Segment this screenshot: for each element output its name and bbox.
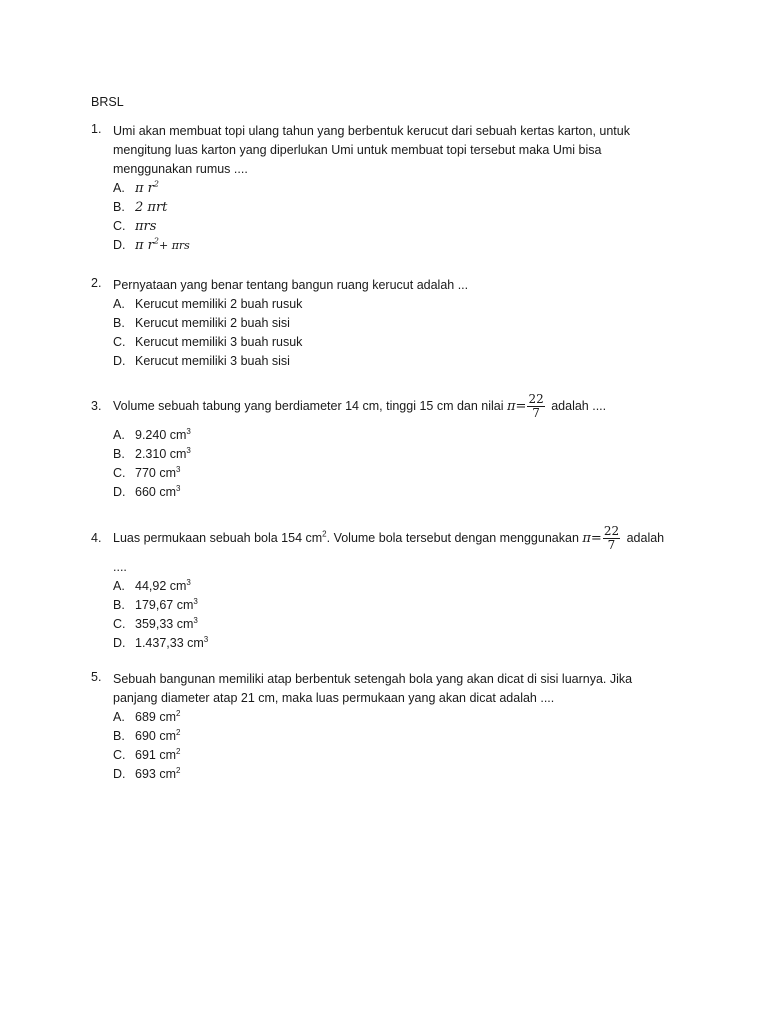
- option-text: 44,92 $cm^3$: [135, 577, 191, 593]
- option-c: [113, 615, 691, 634]
- option-b: [113, 445, 681, 464]
- question-number: 2.: [91, 276, 102, 290]
- option-formula: π $r^2+ \pi rs$: [135, 236, 190, 253]
- option-letter: A.: [113, 710, 125, 724]
- option-text: Kerucut memiliki 3 buah sisi: [135, 354, 290, 368]
- option-b: [113, 596, 691, 615]
- question-text-continuation: ....: [113, 560, 127, 574]
- option-letter: B.: [113, 200, 125, 214]
- option-b: [113, 727, 646, 746]
- option-text: Kerucut memiliki 2 buah rusuk: [135, 297, 303, 311]
- option-text: 660 $cm^3$: [135, 483, 181, 499]
- option-a: [113, 295, 681, 314]
- option-letter: C.: [113, 219, 126, 233]
- option-letter: D.: [113, 354, 126, 368]
- option-text: 693 $cm^2$: [135, 765, 181, 781]
- option-text: 1.437,33 $cm^3$: [135, 634, 209, 650]
- option-b: [113, 198, 681, 217]
- question-number: 3.: [91, 399, 102, 413]
- option-letter: D.: [113, 485, 126, 499]
- option-letter: A.: [113, 428, 125, 442]
- option-list: [113, 295, 681, 371]
- option-text: 689 $cm^2$: [135, 708, 181, 724]
- option-letter: D.: [113, 767, 126, 781]
- question-number: 5.: [91, 670, 102, 684]
- question-2: [91, 276, 681, 371]
- option-c: [113, 333, 681, 352]
- option-d: [113, 634, 691, 653]
- option-letter: B.: [113, 729, 125, 743]
- option-letter: C.: [113, 335, 126, 349]
- option-text: 179,67 $cm^3$: [135, 596, 198, 612]
- option-list: [113, 426, 681, 502]
- option-letter: B.: [113, 447, 125, 461]
- option-a: [113, 708, 646, 727]
- option-letter: A.: [113, 181, 125, 195]
- option-d: [113, 765, 646, 784]
- option-c: [113, 217, 681, 236]
- pi-symbol: π=: [582, 530, 602, 546]
- option-letter: B.: [113, 598, 125, 612]
- document-header: BRSL: [91, 95, 124, 109]
- option-text: 9.240 $cm^3$: [135, 426, 191, 442]
- fraction-22-7: $\frac{22}{7}$: [528, 391, 544, 420]
- option-letter: B.: [113, 316, 125, 330]
- option-list: [113, 179, 681, 255]
- option-letter: A.: [113, 297, 125, 311]
- question-3: [91, 388, 681, 502]
- option-letter: C.: [113, 748, 126, 762]
- option-list: [113, 708, 646, 784]
- fraction-22-7: $\frac{22}{7}$: [603, 523, 620, 552]
- option-letter: C.: [113, 466, 126, 480]
- option-text: Kerucut memiliki 3 buah rusuk: [135, 335, 303, 349]
- option-letter: D.: [113, 636, 126, 650]
- option-letter: A.: [113, 579, 125, 593]
- option-text: 359,33 $cm^3$: [135, 615, 198, 631]
- option-formula: π $r^2$: [135, 179, 159, 196]
- question-text: Volume sebuah tabung yang berdiameter 14 cm, tinggi 15 cm dan nilai π= $\frac{22}{7}$ adalah ....: [113, 391, 607, 420]
- option-text: 690 $cm^2$: [135, 727, 181, 743]
- option-c: [113, 464, 681, 483]
- option-text: 770 $cm^3$: [135, 464, 181, 480]
- option-formula: 2 πrt: [135, 200, 168, 215]
- option-a: [113, 426, 681, 445]
- question-text: Umi akan membuat topi ulang tahun yang berbentuk kerucut dari sebuah kertas karton, untuk mengitung luas karton yang diperlukan Umi untuk membuat topi tersebut maka Umi bisa menggunakan rumus ....: [113, 124, 630, 176]
- question-1: [91, 122, 681, 255]
- option-letter: C.: [113, 617, 126, 631]
- question-text: Luas permukaan sebuah bola 154 $cm^2$. Volume bola tersebut dengan menggunakan π= $\frac{22}{7}$ adalah: [113, 523, 665, 552]
- question-number: 4.: [91, 531, 102, 545]
- pi-symbol: π=: [507, 398, 527, 414]
- option-c: [113, 746, 646, 765]
- option-text: 2.310 $cm^3$: [135, 445, 191, 461]
- option-b: [113, 314, 681, 333]
- option-text: 691 $cm^2$: [135, 746, 181, 762]
- question-5: [91, 670, 646, 784]
- option-d: [113, 236, 681, 255]
- question-text: Sebuah bangunan memiliki atap berbentuk setengah bola yang akan dicat di sisi luarnya. Jika panjang diameter atap 21 cm, maka luas permukaan yang akan dicat adalah ....: [113, 672, 633, 705]
- option-d: [113, 352, 681, 371]
- option-d: [113, 483, 681, 502]
- question-4: [91, 520, 691, 653]
- option-list: [113, 577, 691, 653]
- question-text: Pernyataan yang benar tentang bangun ruang kerucut adalah ...: [113, 278, 469, 292]
- option-formula: πrs: [135, 219, 157, 234]
- option-text: Kerucut memiliki 2 buah sisi: [135, 316, 290, 330]
- option-a: [113, 179, 681, 198]
- option-a: [113, 577, 691, 596]
- question-number: 1.: [91, 122, 102, 136]
- option-letter: D.: [113, 238, 126, 252]
